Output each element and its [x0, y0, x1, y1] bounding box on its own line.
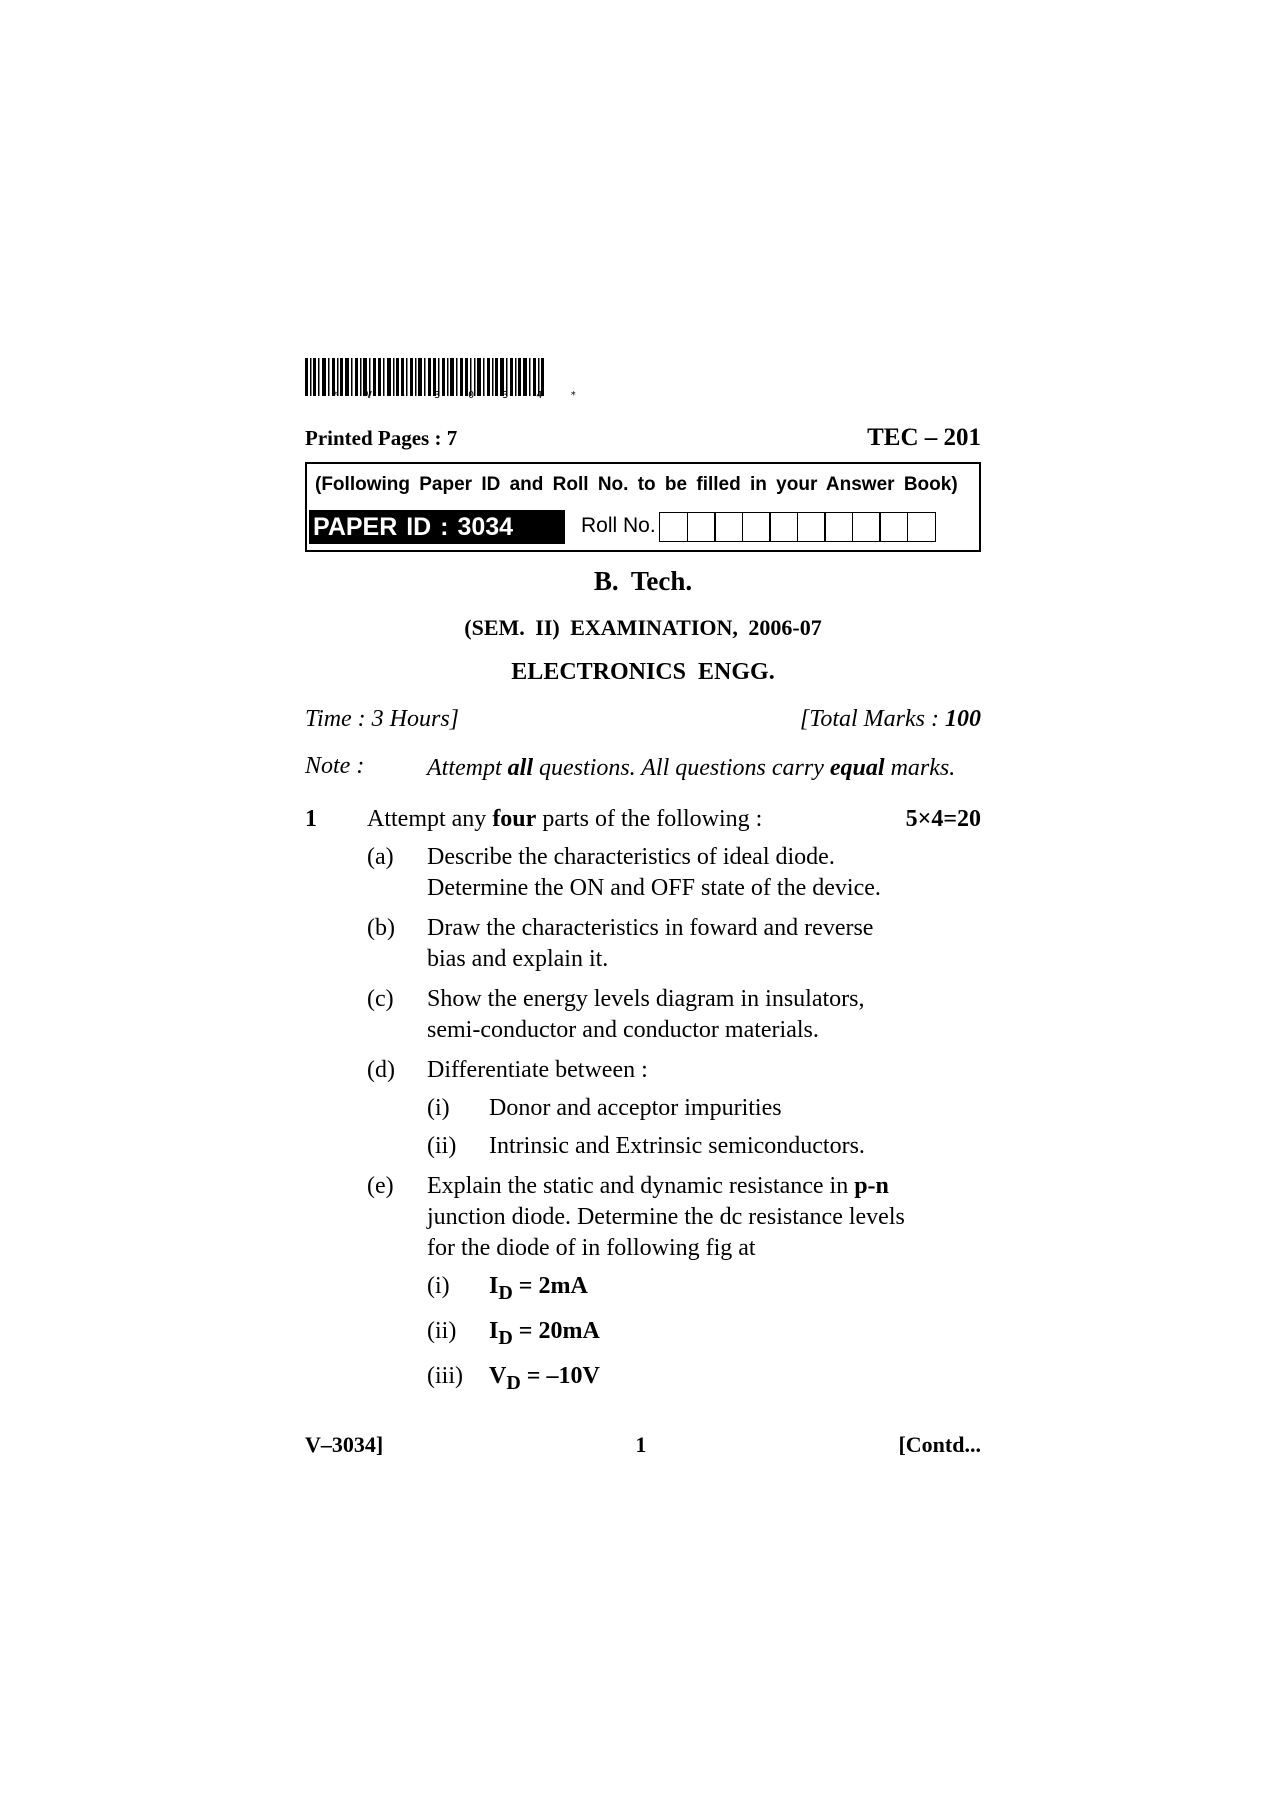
- formula-value: = –10V: [520, 1362, 600, 1389]
- question-number: 1: [305, 806, 317, 832]
- part-label: (d): [367, 1057, 395, 1083]
- formula-value: = 2mA: [512, 1273, 588, 1299]
- part-text-segment: junction diode. Determine the dc resistance levels for the diode of in following fig at: [427, 1204, 905, 1261]
- roll-no-box[interactable]: [907, 512, 936, 542]
- note-text-part: questions. All questions carry: [533, 755, 830, 781]
- part-e-subpart: [427, 1271, 981, 1309]
- note-text-bold: equal: [829, 755, 885, 781]
- part-e: [367, 1171, 981, 1264]
- exam-title: (SEM. II) EXAMINATION, 2006-07: [464, 615, 822, 640]
- roll-no-box[interactable]: [852, 512, 881, 542]
- question-text-bold: four: [492, 806, 537, 832]
- subpart-label: (i): [427, 1095, 450, 1121]
- part-text-bold: p-n: [854, 1173, 889, 1199]
- part-text-segment: Explain the static and dynamic resistance in: [427, 1173, 855, 1199]
- part-label: (c): [367, 986, 394, 1012]
- formula-symbol: V: [489, 1362, 507, 1389]
- time-marks-line: [305, 706, 981, 733]
- note-text: [427, 753, 981, 784]
- continued-label: [Contd...: [898, 1432, 981, 1458]
- roll-no-box[interactable]: [714, 512, 743, 542]
- id-box-instruction: (Following Paper ID and Roll No. to be filled in your Answer Book): [315, 474, 958, 495]
- note-label: Note :: [305, 753, 365, 779]
- part-e-subpart: [427, 1361, 981, 1399]
- degree-title: B. Tech.: [593, 566, 693, 596]
- part-e-subpart: [427, 1316, 981, 1354]
- part-text: Differentiate between :: [427, 1057, 648, 1083]
- subpart-label: (iii): [427, 1362, 463, 1389]
- question-text-part: parts of the following :: [536, 806, 763, 832]
- part-label: (a): [367, 844, 394, 870]
- total-marks-value: 100: [945, 706, 981, 732]
- page-footer: [305, 1432, 981, 1458]
- printed-pages: Printed Pages : 7: [305, 426, 458, 450]
- part-a: [367, 842, 981, 904]
- footer-code: V–3034]: [305, 1432, 384, 1458]
- part-text: Describe the characteristics of ideal diode. Determine the ON and OFF state of the device.: [427, 844, 881, 901]
- roll-no-box[interactable]: [742, 512, 771, 542]
- part-c: [367, 984, 981, 1046]
- roll-no-box[interactable]: [797, 512, 826, 542]
- roll-no-box[interactable]: [687, 512, 716, 542]
- roll-no-boxes: [659, 512, 936, 542]
- course-code: TEC – 201: [867, 424, 981, 451]
- part-d-subpart: [427, 1131, 981, 1162]
- subpart-formula: [489, 1361, 600, 1399]
- subject-title: ELECTRONICS ENGG.: [511, 659, 775, 685]
- formula-subscript: D: [498, 1326, 513, 1349]
- header-line: [305, 424, 981, 452]
- exam-page: [305, 358, 981, 1458]
- note: [305, 753, 981, 784]
- subpart-text: Intrinsic and Extrinsic semiconductors.: [489, 1133, 865, 1159]
- formula-subscript: D: [506, 1371, 521, 1394]
- roll-no-box[interactable]: [879, 512, 908, 542]
- paper-id-box: [305, 462, 981, 552]
- roll-no-label: Roll No.: [581, 514, 656, 537]
- note-text-part: Attempt: [427, 755, 508, 781]
- question-1: [305, 806, 981, 833]
- page-number: 1: [635, 1432, 647, 1458]
- paper-id: PAPER ID : 3034: [309, 510, 565, 544]
- subpart-formula: [489, 1271, 588, 1309]
- note-text-part: marks.: [884, 755, 956, 781]
- total-marks: [800, 706, 981, 733]
- question-marks: 5×4=20: [905, 806, 981, 832]
- subpart-label: (ii): [427, 1133, 457, 1159]
- roll-no-box[interactable]: [769, 512, 798, 542]
- part-text: Show the energy levels diagram in insulators, semi-conductor and conductor materials.: [427, 986, 865, 1043]
- part-label: (e): [367, 1173, 394, 1199]
- barcode-text: * V - 3 0 3 4 *: [332, 390, 588, 401]
- note-text-bold: all: [507, 755, 533, 781]
- formula-symbol: I: [489, 1317, 499, 1344]
- subpart-text: Donor and acceptor impurities: [489, 1095, 782, 1121]
- part-d: [367, 1055, 981, 1086]
- part-label: (b): [367, 915, 395, 941]
- roll-no-box[interactable]: [659, 512, 688, 542]
- subpart-label: (i): [427, 1273, 450, 1299]
- subpart-label: (ii): [427, 1317, 457, 1344]
- time-allowed: Time : 3 Hours]: [305, 706, 460, 732]
- part-text: [427, 1171, 917, 1264]
- formula-symbol: I: [489, 1273, 499, 1299]
- formula-value: = 20mA: [512, 1317, 600, 1344]
- barcode: [305, 358, 981, 410]
- part-d-subpart: [427, 1093, 981, 1124]
- part-b: [367, 913, 981, 975]
- total-marks-label: [Total Marks :: [799, 706, 945, 732]
- question-instruction: [367, 806, 906, 833]
- part-text: Draw the characteristics in foward and reverse bias and explain it.: [427, 915, 874, 972]
- question-text-part: Attempt any: [367, 806, 493, 832]
- formula-subscript: D: [498, 1281, 513, 1304]
- subpart-formula: [489, 1316, 600, 1354]
- roll-no-box[interactable]: [824, 512, 853, 542]
